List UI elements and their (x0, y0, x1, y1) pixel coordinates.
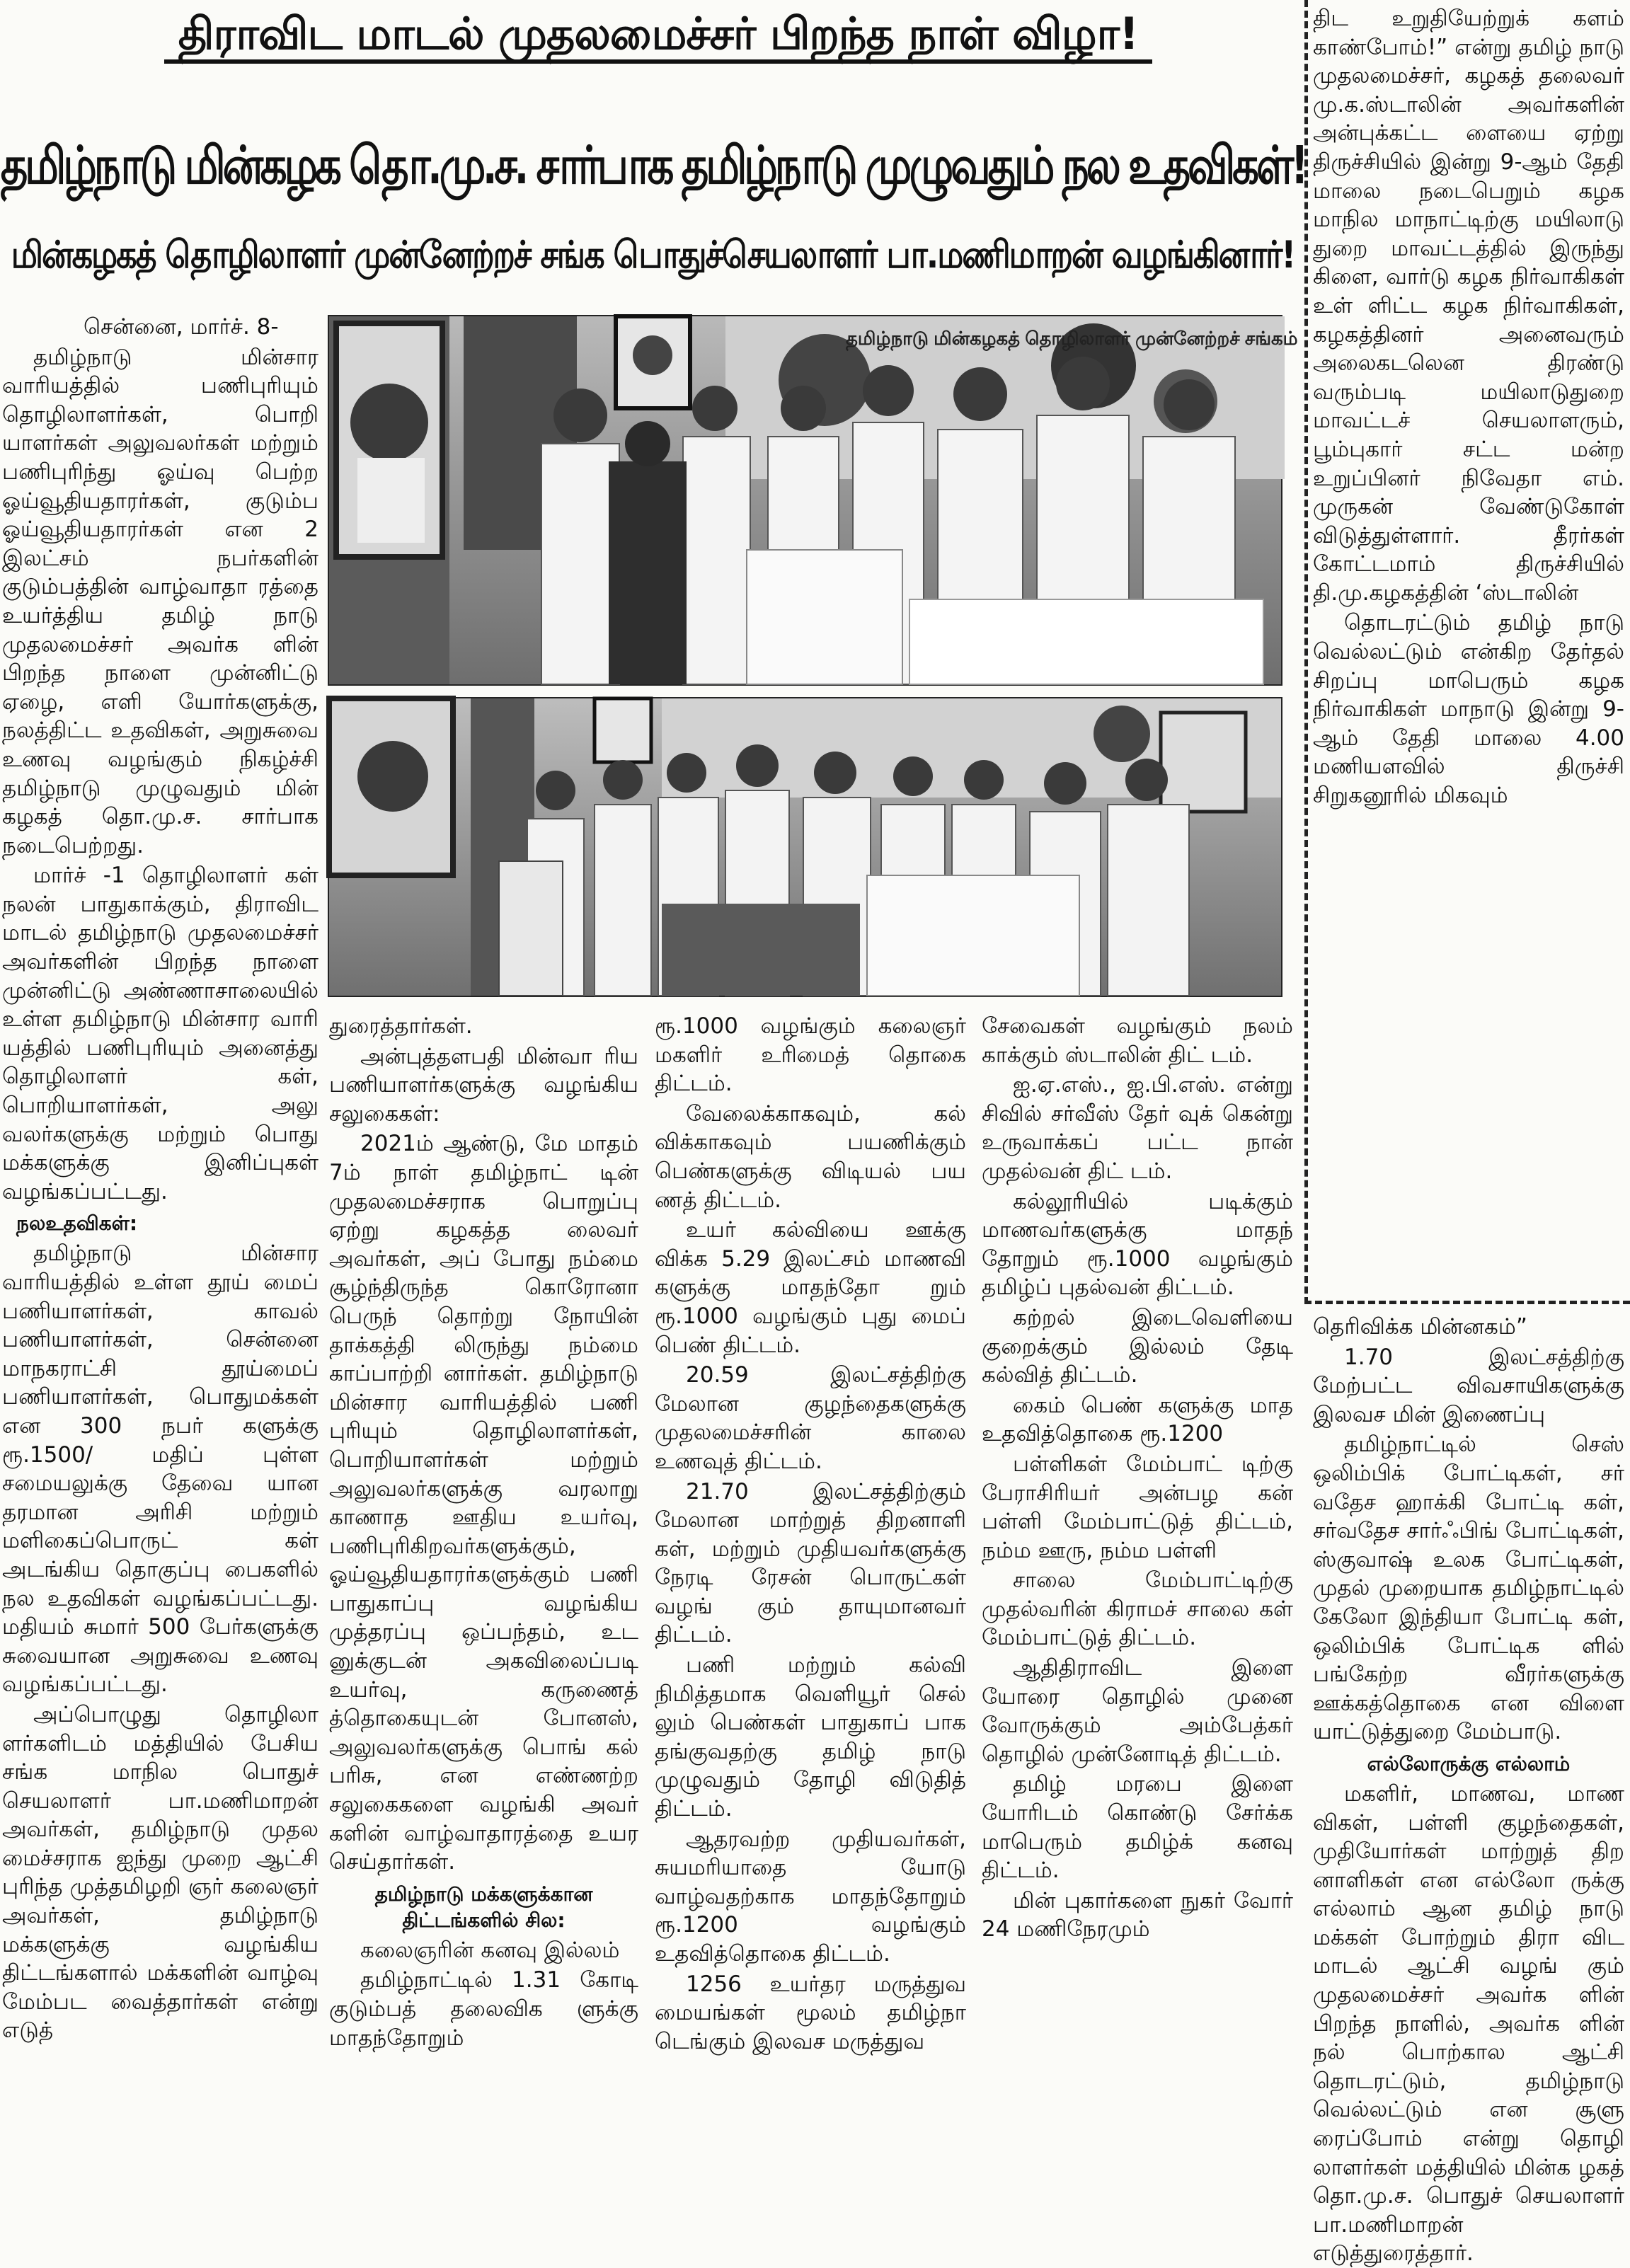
photo-1-image (329, 316, 1298, 684)
column-1 (2, 313, 318, 2076)
sub-headline: மின்கழகத் தொழிலாளர் முன்னேற்றச் சங்க பொதுச்செயலாளர் பா.மணிமாறன் வழங்கினார்! (11, 232, 1295, 277)
paragraph: துரைத்தார்கள். (329, 1013, 473, 1039)
paragraph: பணி மற்றும் கல்வி நிமித்தமாக வெளியூர் செல் லும் பெண்கள் பாதுகாப் பாக தங்குவதற்கு தமிழ் நாடு முழுவதும் தோழி விடுதித் திட்டம். (655, 1652, 966, 1822)
paragraph: திட உறுதியேற்றுக் களம் காண்போம்!” என்று தமிழ் நாடு முதலமைச்சர், கழகத் தலைவர் மு.க.ஸ்டாலின் அவர்களின் அன்புக்கட்ட ளையை ஏற்று திருச்சியில் இன்று 9-ஆம் தேதி மாலை நடைபெறும் கழக மாநில மாநாட்டிற்கு மயிலாடு துறை மாவட்டத்தில் இருந்து கிளை, வார்டு கழக நிர்வாகிகள் உள் ளிட்ட கழக நிர்வாகிகள், கழகத்தினர் அனைவரும் அலைகடலென திரண்டு வரும்படி மயிலாடுதுறை மாவட்டச் செயலாளரும், பூம்புகார் சட்ட மன்ற உறுப்பினர் நிவேதா எம். முருகன் வேண்டுகோள் விடுத்துள்ளார். தீரர்கள் கோட்டமாம் திருச்சியில் தி.மு.கழகத்தின் ‘ஸ்டாலின் (1313, 6, 1624, 606)
paragraph: கல்லூரியில் படிக்கும் மாணவர்களுக்கு மாதந் தோறும் ரூ.1000 வழங்கும் தமிழ்ப் புதல்வன் திட்டம். (982, 1188, 1293, 1301)
paragraph: தமிழ்நாடு மின்சார வாரியத்தில் உள்ள தூய் மைப் பணியாளர்கள், காவல் பணியாளர்கள், சென்னை மாநகராட்சி தூய்மைப் பணியாளர்கள், பொதுமக்கள் என 300 நபர் களுக்கு ரூ.1500/ மதிப் புள்ள சமையலுக்கு தேவை யான தரமான அரிசி மற்றும் மளிகைப்பொருட் கள் அடங்கிய தொகுப்பு பைகளில் நல உதவிகள் வழங்கப்பட்டது. மதியம் சுமார் 500 பேர்களுக்கு சுவையான அறுசுவை உணவு வழங்கப்பட்டது. (2, 1241, 318, 1698)
paragraph: தமிழ்நாடு மின்சார வாரியத்தில் பணிபுரியும் தொழிலாளர்கள், பொறி யாளர்கள் அலுவலர்கள் மற்றும் பணிபுரிந்து ஓய்வு பெற்ற ஓய்வூதியதாரர்கள், குடும்ப ஓய்வூதியதாரர்கள் என 2 இலட்சம் நபர்களின் குடும்பத்தின் வாழ்வாதா ரத்தை உயர்த்திய தமிழ் நாடு முதலமைச்சர் அவர்க ளின் பிறந்த நாளை முன்னிட்டு ஏழை, எளி யோர்களுக்கு, நலத்திட்ட உதவிகள், அறுசுவை உணவு வழங்கும் நிகழ்ச்சி தமிழ்நாடு முழுவதும் மின் கழகத் தொ.மு.ச. சார்பாக நடைபெற்றது. (2, 344, 318, 858)
dateline: சென்னை, மார்ச். 8- (84, 314, 279, 340)
paragraph: அப்பொழுது தொழிலா ளர்களிடம் மத்தியில் பேசிய சங்க மாநில பொதுச் செயலாளர் பா.மணிமாறன் அவர்கள், தமிழ்நாடு முதல மைச்சராக ஐந்து முறை ஆட்சி புரிந்த முத்தமிழறி ஞர் கலைஞர் அவர்கள், தமிழ்நாடு மக்களுக்கு வழங்கிய திட்டங்களால் மக்களின் வாழ்வு மேம்பட வைத்தார்கள் என்று எடுத் (2, 1701, 318, 2044)
paragraph: ஆதிதிராவிட இளை யோரை தொழில் முனை வோருக்கும் அம்பேத்கர் தொழில் முன்னோடித் திட்டம். (982, 1655, 1293, 1767)
paragraph: 21.70 இலட்சத்திற்கும் மேலான மாற்றுத் திறனாளி கள், மற்றும் முதியவர்களுக்கு நேரடி ரேசன் பொருட்கள் வழங் கும் தாயுமானவர் திட்டம். (655, 1478, 966, 1648)
section-subhead: எல்லோருக்கு எல்லாம் (1367, 1751, 1571, 1775)
paragraph: அன்புத்தளபதி மின்வா ரிய பணியாளர்களுக்கு வழங்கிய சலுகைகள்: (329, 1043, 638, 1127)
paragraph: ரூ.1000 வழங்கும் கலைஞர் மகளிர் உரிமைத் தொகை திட்டம். (655, 1013, 966, 1097)
paragraph: தமிழ் மரபை இளை யோரிடம் கொண்டு சேர்க்க மாபெரும் தமிழ்க் கனவு திட்டம். (982, 1771, 1293, 1884)
paragraph: 2021ம் ஆண்டு, மே மாதம் 7ம் நாள் தமிழ்நாட் டின் முதலமைச்சராக பொறுப்பு ஏற்று கழகத்த லைவர் அவர்கள், அப் போது நம்மை சூழ்ந்திருந்த கொரோனா பெருந் தொற்று நோயின் தாக்கத்தி லிருந்து நம்மை காப்பாற்றி னார்கள். தமிழ்நாடு மின்சார வாரியத்தில் பணி புரியும் தொழிலாளர்கள், பொறியாளர்கள் மற்றும் அலுவலர்களுக்கு வரலாறு காணாத ஊதிய உயர்வு, பணிபுரிகிறவர்களுக்கும், ஓய்வூதியதாரர்களுக்கும் பணி பாதுகாப்பு வழங்கிய முத்தரப்பு ஒப்பந்தம், உட னுக்குடன் அகவிலைப்படி உயர்வு, கருணைத் த்தொகையுடன் போனஸ், அலுவலர்களுக்கு பொங் கல் பரிசு, என எண்ணற்ற சலுகைகளை வழங்கி அவர் களின் வாழ்வாதாரத்தை உயர செய்தார்கள். (329, 1131, 638, 1875)
paragraph: சேவைகள் வழங்கும் நலம் காக்கும் ஸ்டாலின் திட் டம். (982, 1013, 1293, 1068)
paragraph: ஐ.ஏ.எஸ்., ஐ.பி.எஸ். என்று சிவில் சர்வீஸ் தேர் வுக் கென்று உருவாக்கப் பட்ட நான் முதல்வன் திட் டம். (982, 1072, 1293, 1184)
column-3 (655, 1012, 966, 2076)
event-photo-1 (328, 315, 1298, 686)
paragraph: 20.59 இலட்சத்திற்கு மேலான குழந்தைகளுக்கு முதலமைச்சரின் காலை உணவுத் திட்டம். (655, 1362, 966, 1474)
paragraph: தெரிவிக்க மின்னகம்” (1313, 1314, 1527, 1340)
column-4 (982, 1012, 1293, 2076)
photo-banner-text: தமிழ்நாடு மின்கழகத் தொழிலாளர் முன்னேற்றச் சங்கம் (846, 328, 1298, 349)
paragraph: மின் புகார்களை நுகர் வோர் 24 மணிநேரமும் (982, 1887, 1293, 1942)
paragraph: கலைஞரின் கனவு இல்லம் (360, 1937, 620, 1963)
paragraph: கற்றல் இடைவெளியை குறைக்கும் இல்லம் தேடி கல்வித் திட்டம். (982, 1304, 1293, 1388)
paragraph: கைம் பெண் களுக்கு மாத உதவித்தொகை ரூ.1200 (982, 1392, 1293, 1447)
paragraph: 1256 உயர்தர மருத்துவ மையங்கள் மூலம் தமிழ்நா டெங்கும் இலவச மருத்துவ (655, 1971, 966, 2054)
paragraph: வேலைக்காகவும், கல் விக்காகவும் பயணிக்கும் பெண்களுக்கு விடியல் பய ணத் திட்டம். (655, 1100, 966, 1213)
kicker-title: திராவிட மாடல் முதலமைச்சர் பிறந்த நாள் விழா! (163, 0, 1154, 68)
section-subhead: தமிழ்நாடு மக்களுக்கான திட்டங்களில் சில: (374, 1882, 593, 1932)
paragraph: பள்ளிகள் மேம்பாட் டிற்கு பேராசிரியர் அன்பழ கன் பள்ளி மேம்பாட்டுத் திட்டம், நம்ம ஊரு, நம்ம பள்ளி (982, 1451, 1293, 1563)
paragraph: தொடரட்டும் தமிழ் நாடு வெல்லட்டும் என்கிற தேர்தல் சிறப்பு மாபெரும் கழக நிர்வாகிகள் மாநாடு இன்று 9-ஆம் தேதி மாலை 4.00 மணியளவில் திருச்சி சிறுகனூரில் மிகவும் (1313, 610, 1624, 809)
event-photo-2 (328, 697, 1282, 997)
paragraph: தமிழ்நாட்டில் செஸ் ஒலிம்பிக் போட்டிகள், சர் வதேச ஹாக்கி போட்டி கள், சர்வதேச சார்ஃபிங் போட்டிகள், ஸ்குவாஷ் உலக போட்டிகள், முதல் முறையாக தமிழ்நாட்டில் கேலோ இந்தியா போட்டி கள், ஒலிம்பிக் போட்டிக ளில் பங்கேற்ற வீரர்களுக்கு ஊக்கத்தொகை என விளை யாட்டுத்துறை மேம்பாடு. (1313, 1432, 1624, 1745)
column-2 (329, 1012, 638, 2076)
paragraph: மார்ச் -1 தொழிலாளர் கள் நலன் பாதுகாக்கும், திராவிட மாடல் தமிழ்நாடு முதலமைச்சர் அவர்களின் பிறந்த நாளை முன்னிட்டு அண்ணாசாலையில் உள்ள தமிழ்நாடு மின்சார வாரி யத்தில் பணிபுரியும் அனைத்து தொழிலாளர் கள், பொறியாளர்கள், அலு வலர்களுக்கு மற்றும் பொது மக்களுக்கு இனிப்புகள் வழங்கப்பட்டது. (2, 863, 318, 1204)
section-subhead: நலஉதவிகள்: (16, 1211, 138, 1236)
paragraph: 1.70 இலட்சத்திற்கு மேற்பட்ட விவசாயிகளுக்கு இலவச மின் இணைப்பு (1313, 1344, 1624, 1427)
column-6 (1313, 1313, 1624, 2267)
paragraph: ஆதரவற்ற முதியவர்கள், சுயமரியாதை யோடு வாழ்வதற்காக மாதந்தோறும் ரூ.1200 வழங்கும் உதவித்தொகை திட்டம். (655, 1826, 966, 1967)
headline: தமிழ்நாடு மின்கழக தொ.மு.ச. சார்பாக தமிழ்நாடு முழுவதும் நல உதவிகள்! (0, 134, 1306, 196)
paragraph: சாலை மேம்பாட்டிற்கு முதல்வரின் கிராமச் சாலை கள் மேம்பாட்டுத் திட்டம். (982, 1567, 1293, 1651)
photo-2-image (329, 698, 1281, 996)
paragraph: மகளிர், மாணவ, மாண விகள், பள்ளி குழந்தைகள், முதியோர்கள் மாற்றுத் திற னாளிகள் என எல்லோ ருக்கு எல்லாம் ஆன தமிழ் நாடு மக்கள் போற்றும் திரா விட மாடல் ஆட்சி வழங் கும் முதலமைச்சர் அவர்க ளின் பிறந்த நாளில், அவர்க ளின் நல் பொற்கால ஆட்சி தொடரட்டும், தமிழ்நாடு வெல்லட்டும் என சூளு ரைப்போம் என்று தொழி லாளர்கள் மத்தியில் மின்க ழகத் தொ.மு.ச. பொதுச் செயலாளர் பா.மணிமாறன் எடுத்துரைத்தார். (1313, 1780, 1624, 2267)
paragraph: உயர் கல்வியை ஊக்கு விக்க 5.29 இலட்சம் மாணவி களுக்கு மாதந்தோ றும் ரூ.1000 வழங்கும் புது மைப் பெண் திட்டம். (655, 1217, 966, 1358)
paragraph: தமிழ்நாட்டில் 1.31 கோடி குடும்பத் தலைவிக ளுக்கு மாதந்தோறும் (329, 1967, 638, 2051)
column-5 (1313, 4, 1624, 1296)
